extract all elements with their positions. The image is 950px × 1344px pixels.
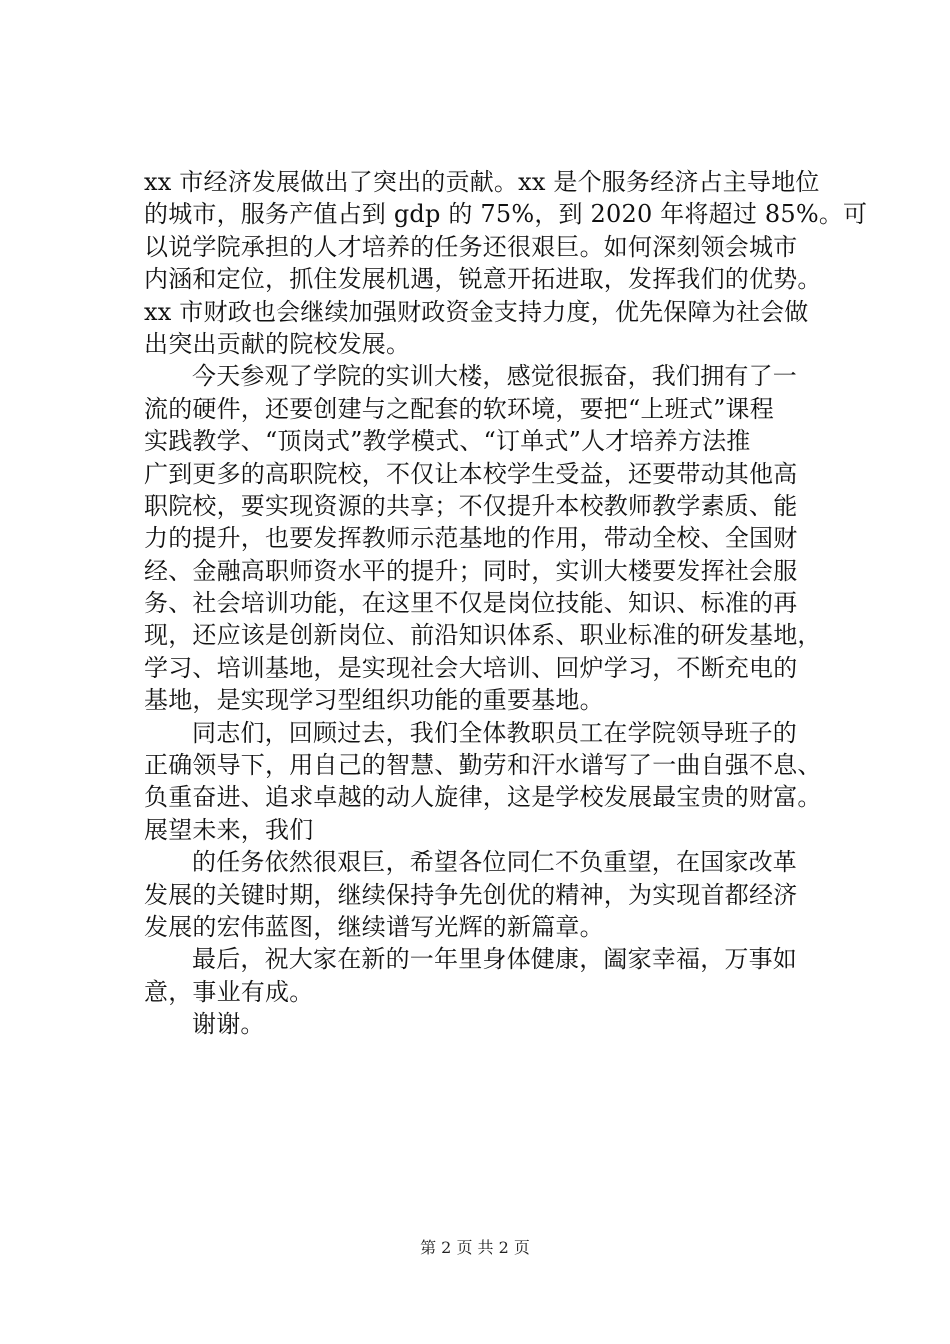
text-line: 流的硬件，还要创建与之配套的软环境，要把“上班式”课程 [144, 394, 774, 423]
text-line: 职院校，要实现资源的共享；不仅提升本校教师教学素质、能 [144, 491, 798, 520]
text-line: 实践教学、“顶岗式”教学模式、“订单式”人才培养方法推 [144, 427, 751, 456]
text-line: 正确领导下，用自己的智慧、勤劳和汗水谱写了一曲自强不息、 [144, 751, 822, 780]
text-line: 发展的关键时期，继续保持争先创优的精神，为实现首都经济 [144, 880, 798, 909]
text-line: 出突出贡献的院校发展。 [144, 329, 411, 358]
page-number-footer: 第 2 页 共 2 页 [420, 1238, 530, 1257]
text-line: 经、金融高职师资水平的提升；同时，实训大楼要发挥社会服 [144, 556, 798, 585]
text-line: 现，还应该是创新岗位、前沿知识体系、职业标准的研发基地， [144, 621, 822, 650]
text-line: 负重奋进、追求卓越的动人旋律，这是学校发展最宝贵的财富。 [144, 783, 822, 812]
paragraph-first-line: 的任务依然很艰巨，希望各位同仁不负重望，在国家改革 [192, 848, 797, 877]
text-line: 学习、培训基地，是实现社会大培训、回炉学习，不断充电的 [144, 653, 798, 682]
text-line: 务、社会培训功能，在这里不仅是岗位技能、知识、标准的再 [144, 589, 798, 618]
text-line: 力的提升，也要发挥教师示范基地的作用，带动全校、全国财 [144, 524, 798, 553]
text-line: 的城市，服务产值占到 gdp 的 75%，到 2020 年将超过 85%。可 [144, 200, 868, 229]
paragraph-first-line: 最后，祝大家在新的一年里身体健康，阖家幸福，万事如 [192, 945, 797, 974]
text-line: xx 市经济发展做出了突出的贡献。xx 是个服务经济占主导地位 [144, 168, 820, 196]
text-line: 内涵和定位，抓住发展机遇，锐意开拓进取，发挥我们的优势。 [144, 265, 822, 294]
text-line: 展望未来，我们 [144, 815, 314, 844]
paragraph-first-line: 谢谢。 [192, 1010, 265, 1039]
text-line: 以说学院承担的人才培养的任务还很艰巨。如何深刻领会城市 [144, 232, 798, 261]
text-line: xx 市财政也会继续加强财政资金支持力度，优先保障为社会做 [144, 297, 809, 326]
text-line: 发展的宏伟蓝图，继续谱写光辉的新篇章。 [144, 912, 604, 941]
text-line: 广到更多的高职院校，不仅让本校学生受益，还要带动其他高 [144, 459, 798, 488]
document-body [144, 166, 868, 1041]
paragraph-first-line: 今天参观了学院的实训大楼，感觉很振奋，我们拥有了一 [192, 362, 797, 391]
text-line: 基地，是实现学习型组织功能的重要基地。 [144, 686, 604, 715]
paragraph-first-line: 同志们，回顾过去，我们全体教职员工在学院领导班子的 [192, 718, 797, 747]
text-line: 意，事业有成。 [144, 977, 314, 1006]
